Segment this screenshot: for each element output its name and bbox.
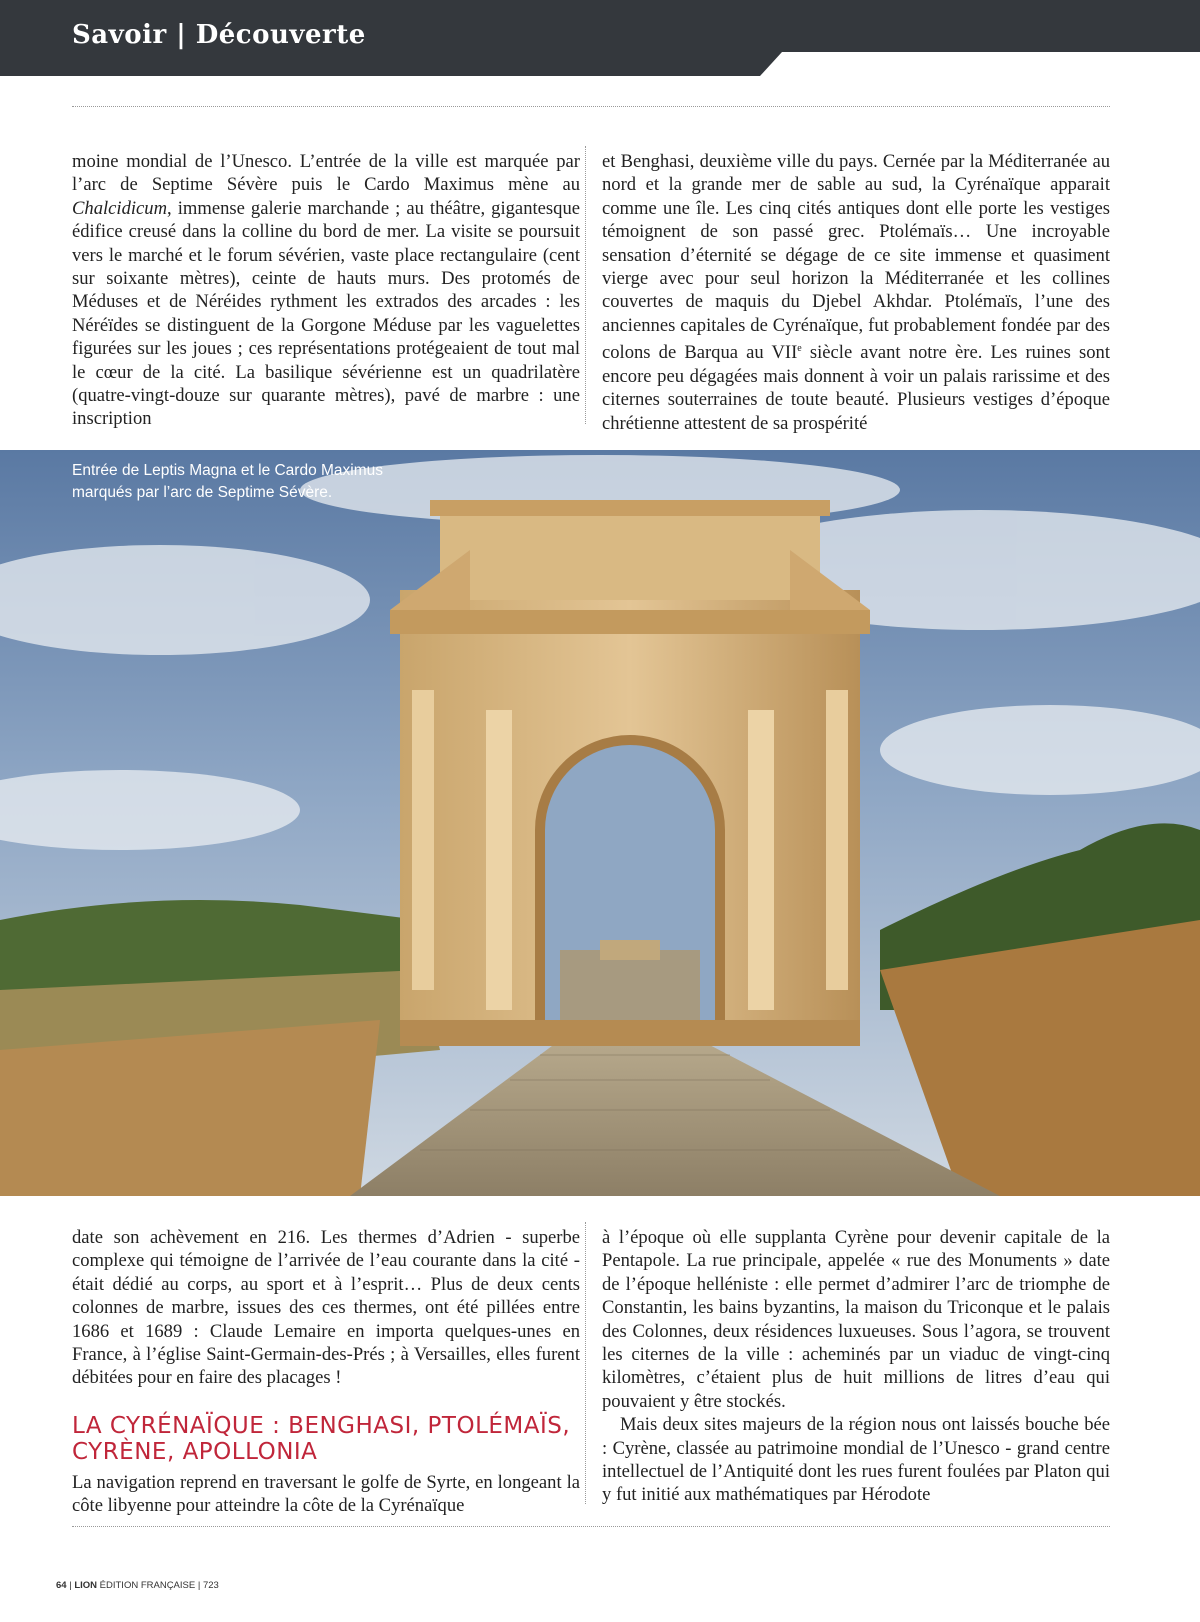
bottom-divider bbox=[72, 1526, 1110, 1527]
top-divider bbox=[72, 106, 1110, 107]
paragraph-top-left bbox=[72, 150, 580, 431]
column-bottom-right bbox=[602, 1226, 1110, 1507]
paragraph-bottom-left: date son achèvement en 216. Les thermes d’Adrien - superbe complexe qui témoigne de l’arrivée de l’eau courante dans la cité - était dédié au corps, au sport et à l’esprit… Plus de deux cents colonnes de marbre, issues des ces thermes, ont été pillées entre 1686 et 1689 : Claude Lemaire en importa quelques-unes en France, à l’église Saint-Germain-des-Prés ; à Versailles, elles furent débitées pour en faire des placages ! bbox=[72, 1227, 580, 1389]
column-top-right bbox=[602, 150, 1110, 435]
footer-edition: ÉDITION FRANÇAISE | 723 bbox=[97, 1580, 219, 1591]
arch-photo-illustration bbox=[0, 450, 1200, 1196]
column-divider-top bbox=[585, 146, 586, 424]
photo-caption: Entrée de Leptis Magna et le Cardo Maximus marqués par l’arc de Septime Sévère. bbox=[72, 462, 384, 501]
text-run: moine mondial de l’Unesco. L’entrée de la ville est marquée par l’arc de Septime Sévère puis le Cardo Maximus mène au bbox=[72, 151, 580, 196]
footer-separator: | bbox=[66, 1580, 75, 1591]
column-bottom-left bbox=[72, 1226, 580, 1518]
text-run: , immense galerie marchande ; au théâtre, gigantesque édifice creusé dans la colline du bord de mer. La visite se poursuit vers le marché et le forum sévérien, vaste place rectangulaire (cent sur soixante mètres), ceinte de hauts murs. Des protomés de Méduses et de Néréides rythment les extrados des arcades : les Néréïdes se distinguent de la Gorgone Méduse par les vaguelettes figurées sur les joues ; ces représentations protégeaient de tout mal le cœur de la cité. La basilique sévérienne est un quadrilatère (quatre-vingt-douze sur quarante mètres), pavé de marbre : une inscription bbox=[72, 197, 580, 430]
page-number: 64 bbox=[56, 1580, 67, 1591]
paragraph-bottom-right: à l’époque où elle supplanta Cyrène pour devenir capitale de la Pentapole. La rue principale, appelée « rue des Monuments » date de l’époque helléniste : elle permet d’admirer l’arc de triomphe de Constantin, les bains byzantins, la maison du Triconque et le palais des Colonnes, deux résidences luxueuses. Sous l’agora, se trouvent les citernes de la ville : acheminés par un viaduc de vingt-cinq kilomètres, c’étaient plus de huit millions de litres d’eau qui pouvaient y être stockés. bbox=[602, 1227, 1110, 1412]
text-run: et Benghasi, deuxième ville du pays. Cernée par la Méditerranée au nord et la grande mer de sable au sud, la Cyrénaïque apparait comme une île. Les cinq cités antiques dont elle porte les vestiges témoignent de son passé grec. Ptolémaïs… Une incroyable sensation d’éternité se dégage de ce site immense et quasiment vierge avec pour seul horizon la Méditerranée et les collines couvertes de maquis du Djebel Akhdar. Ptolémaïs, l’une des anciennes capitales de Cyrénaïque, fut probablement fondée par des colons de Barqua au VII bbox=[602, 151, 1110, 364]
page-header bbox=[0, 0, 1200, 76]
section-title: Savoir | Découverte bbox=[72, 20, 366, 50]
paragraph-bottom-right-2: Mais deux sites majeurs de la région nous ont laissés bouche bée : Cyrène, classée au patrimoine mondial de l’Unesco - grand centre intellectuel de l’Antiquité dont les rues furent foulées par Platon qui y fut initié aux mathématiques par Hérodote bbox=[602, 1414, 1110, 1506]
column-divider-bottom bbox=[585, 1222, 586, 1504]
paragraph-navigation: La navigation reprend en traversant le golfe de Syrte, en longeant la côte libyenne pour atteindre la côte de la Cyrénaïque bbox=[72, 1471, 580, 1517]
paragraph-top-right bbox=[602, 150, 1110, 435]
photo-arch-septimius-severus bbox=[0, 450, 1200, 1196]
text-run: siècle avant notre ère. Les ruines sont encore peu dégagées mais donnent à voir un palais rarissime et des citernes souterraines de toute beauté. Plusieurs vestiges d’époque chrétienne attestent de sa prospérité bbox=[602, 342, 1110, 434]
section-subhead: LA CYRÉNAÏQUE : BENGHASI, PTOLÉMAÏS, CYRÈNE, APOLLONIA bbox=[72, 1412, 571, 1465]
page-footer bbox=[56, 1580, 219, 1591]
magazine-name: LION bbox=[74, 1580, 98, 1591]
header-tab-cutout bbox=[760, 52, 1200, 76]
column-top-left bbox=[72, 150, 580, 431]
superscript: e bbox=[797, 343, 802, 355]
italic-term: Chalcidicum bbox=[72, 197, 168, 219]
